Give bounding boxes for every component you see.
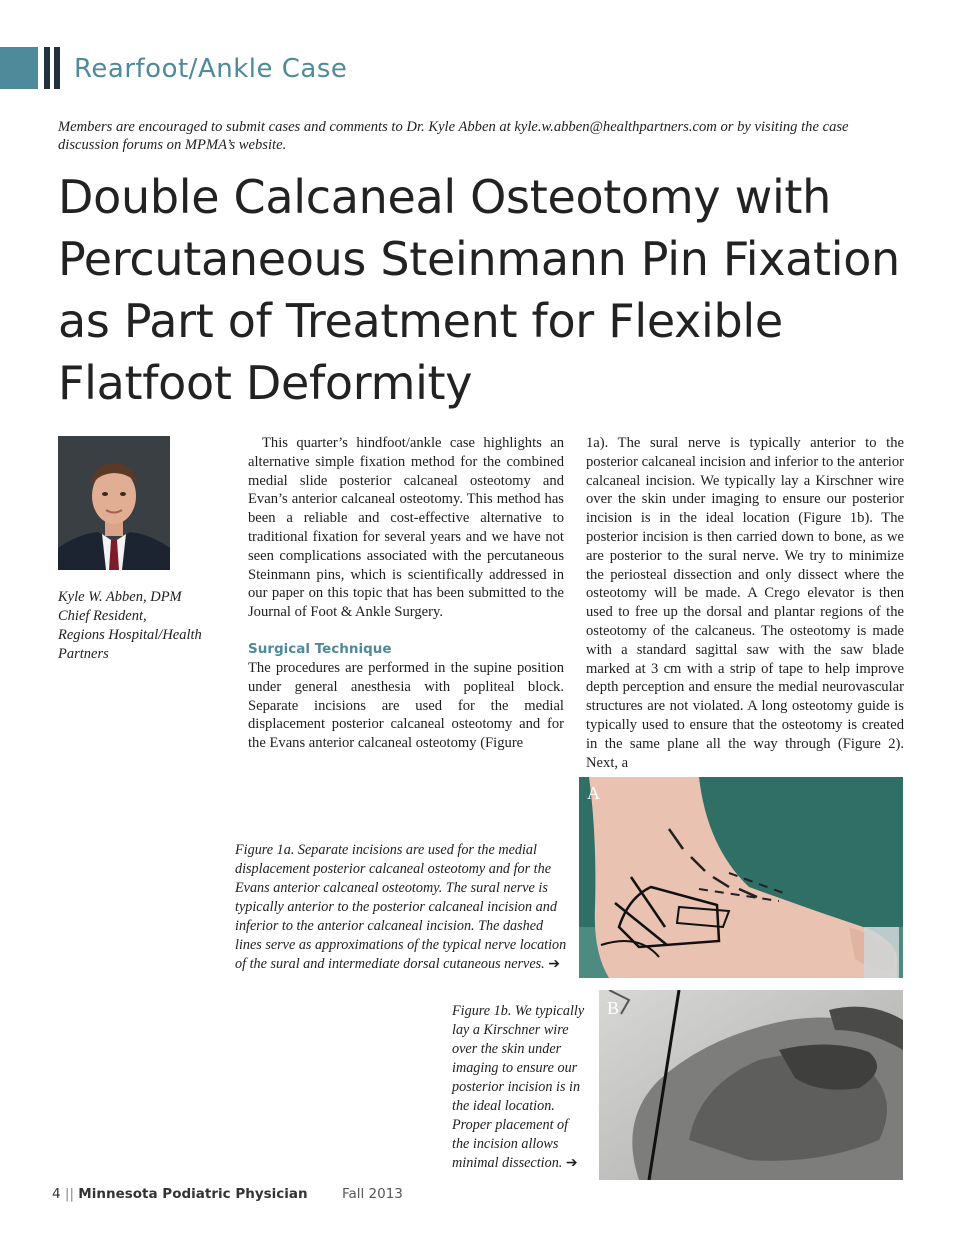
- figure-1a-caption: [235, 841, 571, 974]
- continue-arrow-icon: ➔: [565, 1155, 578, 1171]
- technique-paragraph: The procedures are performed in the supine position under general anesthesia with popliteal block. Separate incisions are used for the medial displacement posterior calcaneal osteotomy and for the Evans anterior calcaneal osteotomy (Figure: [248, 659, 564, 752]
- article-title: Double Calcaneal Osteotomy with Percutaneous Steinmann Pin Fixation as Part of Treatment for Flexible Flatfoot Deformity: [58, 170, 900, 410]
- intro-paragraph: This quarter’s hindfoot/ankle case highlights an alternative simple fixation method for the combined medial slide posterior calcaneal osteotomy and Evan’s anterior calcaneal osteotomy. This method has been a reliable and cost-effective alternative to traditional fixation for several years and we have not seen complications associated with the percutaneous Steinmann pins, which is scientifically addressed in our paper on this topic that has been submitted to the Journal of Foot & Ankle Surgery.: [248, 435, 564, 621]
- figure-1b-caption-text: Figure 1b. We typically lay a Kirschner wire over the skin under imaging to ensure our posterior incision is in the ideal location. Proper placement of the incision allows minimal dissection.: [452, 1003, 585, 1171]
- body-column-2: [586, 434, 904, 772]
- publication-name: Minnesota Podiatric Physician: [78, 1186, 308, 1202]
- continue-arrow-icon: ➔: [548, 956, 561, 972]
- subhead-surgical-technique: Surgical Technique: [248, 640, 392, 657]
- author-credit: [58, 588, 218, 664]
- issue-season: Fall 2013: [341, 1186, 403, 1202]
- author-name: Kyle W. Abben, DPM: [58, 589, 182, 605]
- page-footer: [52, 1186, 403, 1202]
- header-divider-bar: [54, 47, 60, 89]
- figure-1b-label: B: [607, 998, 620, 1018]
- page-number: 4: [52, 1186, 61, 1202]
- figure-1a-foot-photo: [579, 777, 903, 978]
- figure-1a-label: A: [587, 783, 600, 803]
- figure-1a-caption-text: Figure 1a. Separate incisions are used for the medial displacement posterior calcaneal osteotomy and for the Evans anterior calcaneal osteotomy. The sural nerve is typically anterior to the posterior calcaneal incision and inferior to the anterior calcaneal incision. The dashed lines serve as approximations of the typical nerve location of the sural and intermediate dorsal cutaneous nerves.: [235, 842, 567, 972]
- figure-1b-xray-image: [599, 990, 903, 1180]
- submission-note: Members are encouraged to submit cases and comments to Dr. Kyle Abben at kyle.w.abben@healthpartners.com or by visiting the case discussion forums on MPMA’s website.: [58, 119, 849, 153]
- technique-paragraph-cont: 1a). The sural nerve is typically anterior to the posterior calcaneal incision and inferior to the anterior calcaneal incision. We typically lay a Kirschner wire over the skin under imaging to ensure our posterior incision is in the ideal location (Figure 1b). The posterior incision is then carried down to bone, as we are posterior to the sural nerve. We try to minimize the periosteal dissection and only dissect where the osteotomy will be made. A Crego elevator is then used to free up the dorsal and plantar regions of the osteotomy of the calcaneus. The osteotomy is made with a standard sagittal saw with the saw blade marked at 3 cm with a strip of tape to help improve depth perception and ensure the medial neurovascular structures are not violated. A long osteotomy guide is typically used to ensure that the osteotomy is created in the same plane all the way through (Figure 2). Next, a: [586, 435, 904, 771]
- figure-1b-caption: [452, 1002, 588, 1173]
- header-color-block: [0, 47, 38, 89]
- author-affiliation: Regions Hospital/Health: [58, 627, 202, 643]
- author-photo: [58, 436, 170, 570]
- body-column-1: [248, 434, 564, 753]
- footer-separator: ||: [64, 1186, 74, 1202]
- header-divider-bar: [44, 47, 50, 89]
- section-header: Rearfoot/Ankle Case: [74, 54, 348, 84]
- author-affiliation-cont: Partners: [58, 646, 109, 662]
- author-role: Chief Resident,: [58, 608, 147, 624]
